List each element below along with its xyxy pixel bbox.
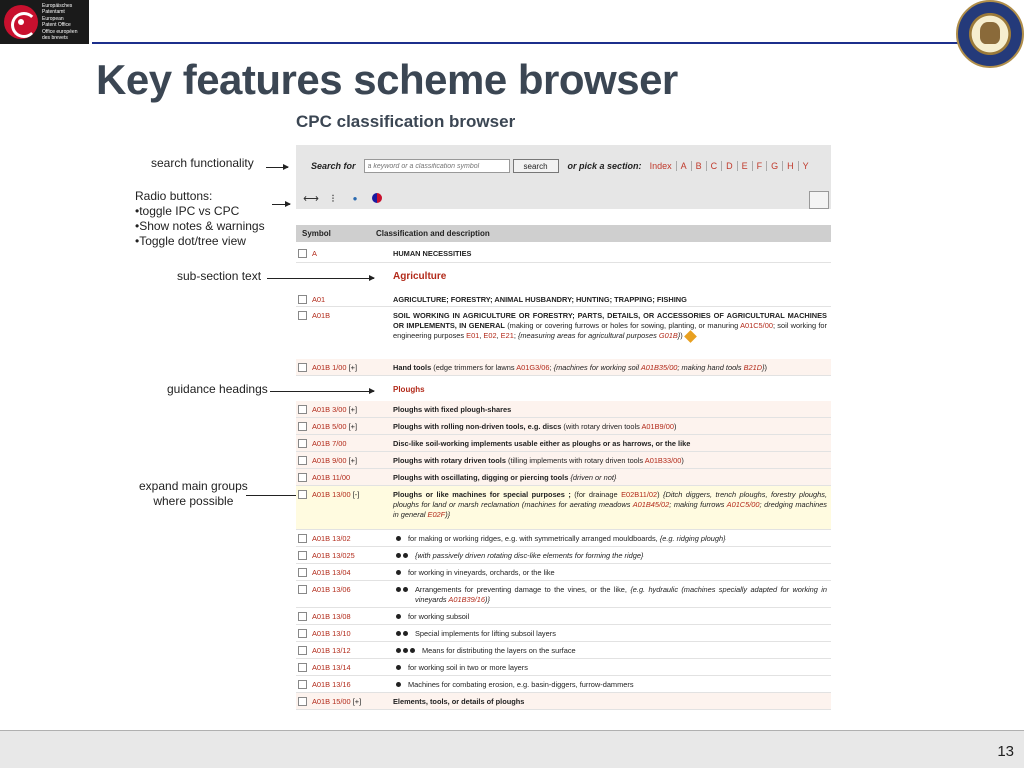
section-link-b[interactable]: B (692, 161, 707, 171)
table-row[interactable]: A HUMAN NECESSITIES (296, 245, 831, 263)
table-row[interactable]: A01B 15/00 [+] Elements, tools, or details of ploughs (296, 693, 831, 710)
section-link-f[interactable]: F (753, 161, 768, 171)
table-row[interactable]: A01B 13/00 [-] Ploughs or like machines for special purposes ; (for drainage E02B11/02) {Ditch diggers, trench ploughs, forestry ploughs, ploughs for land or marsh reclamation (machines for aerating meadows A01B45/02; making furrows A01C5/00; dredging machines in general E02F)} (296, 486, 831, 530)
epo-emblem-icon (4, 5, 38, 39)
expand-toggle[interactable]: [+] (348, 405, 358, 414)
epo-logo-text: Europäisches Patentamt European Patent Office Office européen des brevets (42, 2, 78, 41)
table-row[interactable]: A01B 13/12 Means for distributing the layers on the surface (296, 642, 831, 659)
tree-view-toggle-icon[interactable]: ⁝ (331, 192, 335, 205)
section-link-e[interactable]: E (738, 161, 753, 171)
annotation-subsection: sub-section text (177, 269, 262, 283)
table-row[interactable]: A01B 13/06 Arrangements for preventing damage to the vines, or the like, {e.g. hydraulic (machines specially adapted for working in vineyards A01B39/16)} (296, 581, 831, 608)
annotation-arrow-search (266, 167, 288, 168)
page-number: 13 (997, 743, 1014, 760)
section-link-h[interactable]: H (783, 161, 799, 171)
table-row[interactable]: A01B 13/08 for working subsoil (296, 608, 831, 625)
footer (0, 730, 1024, 768)
collapse-toggle[interactable]: [-] (352, 490, 360, 499)
header-rule (92, 42, 962, 44)
search-input[interactable] (364, 159, 510, 173)
warning-icon[interactable] (684, 330, 697, 343)
notes-warnings-toggle-icon[interactable]: ● (352, 193, 358, 203)
pick-section-label: or pick a section: (567, 161, 642, 171)
table-row[interactable]: A01B SOIL WORKING IN AGRICULTURE OR FORESTRY; PARTS, DETAILS, OR ACCESSORIES OF AGRICULTURAL MACHINES OR IMPLEMENTS, IN GENERAL (making or covering furrows or holes for sowing, planting, or manuring A01C5/00; soil working for engineering purposes E01, E02, E21; {measuring areas for agricultural purposes G01B}) (296, 307, 831, 353)
browser-toolbar (296, 187, 831, 209)
epo-logo (0, 0, 89, 44)
table-row[interactable]: A01B 13/16 Machines for combating erosion, e.g. basin-diggers, furrow-dammers (296, 676, 831, 693)
subsection-heading: Agriculture (393, 271, 447, 282)
guidance-heading: Ploughs (393, 385, 425, 394)
expand-toggle[interactable]: [+] (348, 422, 358, 431)
section-link-c[interactable]: C (707, 161, 723, 171)
section-link-index[interactable]: Index (646, 161, 677, 171)
cpc-browser (296, 112, 831, 706)
expand-toggle[interactable]: [+] (348, 456, 358, 465)
expand-toggle[interactable]: [+] (348, 363, 358, 372)
table-row[interactable]: A01B 13/02 for making or working ridges, e.g. with symmetrically arranged mouldboards, {e.g. ridging plough} (296, 530, 831, 547)
annotation-guidance: guidance headings (167, 382, 268, 396)
table-row[interactable]: A01B 11/00 Ploughs with oscillating, digging or piercing tools {driven or not} (296, 469, 831, 486)
section-link-g[interactable]: G (767, 161, 783, 171)
table-row[interactable]: A01 AGRICULTURE; FORESTRY; ANIMAL HUSBANDRY; HUNTING; TRAPPING; FISHING (296, 291, 831, 307)
section-link-a[interactable]: A (677, 161, 692, 171)
ipc-cpc-toggle-icon[interactable] (370, 191, 384, 205)
table-row[interactable]: A01B 5/00 [+] Ploughs with rolling non-driven tools, e.g. discs (with rotary driven tools A01B9/00) (296, 418, 831, 435)
section-links (646, 161, 813, 171)
table-row[interactable]: A01B 3/00 [+] Ploughs with fixed plough-shares (296, 401, 831, 418)
classification-table (296, 225, 831, 706)
table-row[interactable]: A01B 1/00 [+] Hand tools (edge trimmers for lawns A01G3/06; {machines for working soil A01B35/00; making hand tools B21D}) (296, 359, 831, 376)
dot-view-toggle-icon[interactable]: ⟷ (303, 192, 319, 205)
annotation-radio: Radio buttons: •toggle IPC vs CPC •Show notes & warnings •Toggle dot/tree view (135, 189, 265, 248)
column-header-description: Classification and description (376, 229, 490, 238)
toolbar-box[interactable] (809, 191, 829, 209)
slide-title: Key features scheme browser (96, 56, 678, 103)
table-row[interactable]: A01B 13/025 {with passively driven rotating disc-like elements for forming the ridge} (296, 547, 831, 564)
annotation-expand: expand main groups where possible (139, 479, 248, 508)
annotation-arrow-radio (272, 204, 290, 205)
search-button[interactable]: search (513, 159, 559, 173)
table-row[interactable]: A01B 7/00 Disc-like soil-working implements usable either as ploughs or as harrows, or the like (296, 435, 831, 452)
search-label: Search for (311, 161, 356, 171)
table-header (296, 225, 831, 242)
search-bar (296, 145, 831, 187)
row-checkbox[interactable] (298, 249, 307, 258)
uspto-seal-icon (956, 0, 1024, 68)
expand-toggle[interactable]: [+] (352, 697, 362, 706)
annotation-search: search functionality (151, 156, 254, 170)
section-link-d[interactable]: D (722, 161, 738, 171)
section-link-y[interactable]: Y (802, 161, 809, 171)
table-row[interactable]: A01B 13/10 Special implements for lifting subsoil layers (296, 625, 831, 642)
table-row[interactable]: A01B 9/00 [+] Ploughs with rotary driven tools (tilling implements with rotary driven tools A01B33/00) (296, 452, 831, 469)
column-header-symbol: Symbol (302, 229, 331, 238)
browser-title: CPC classification browser (296, 112, 516, 131)
table-row[interactable]: A01B 13/04 for working in vineyards, orchards, or the like (296, 564, 831, 581)
table-row[interactable]: A01B 13/14 for working soil in two or more layers (296, 659, 831, 676)
